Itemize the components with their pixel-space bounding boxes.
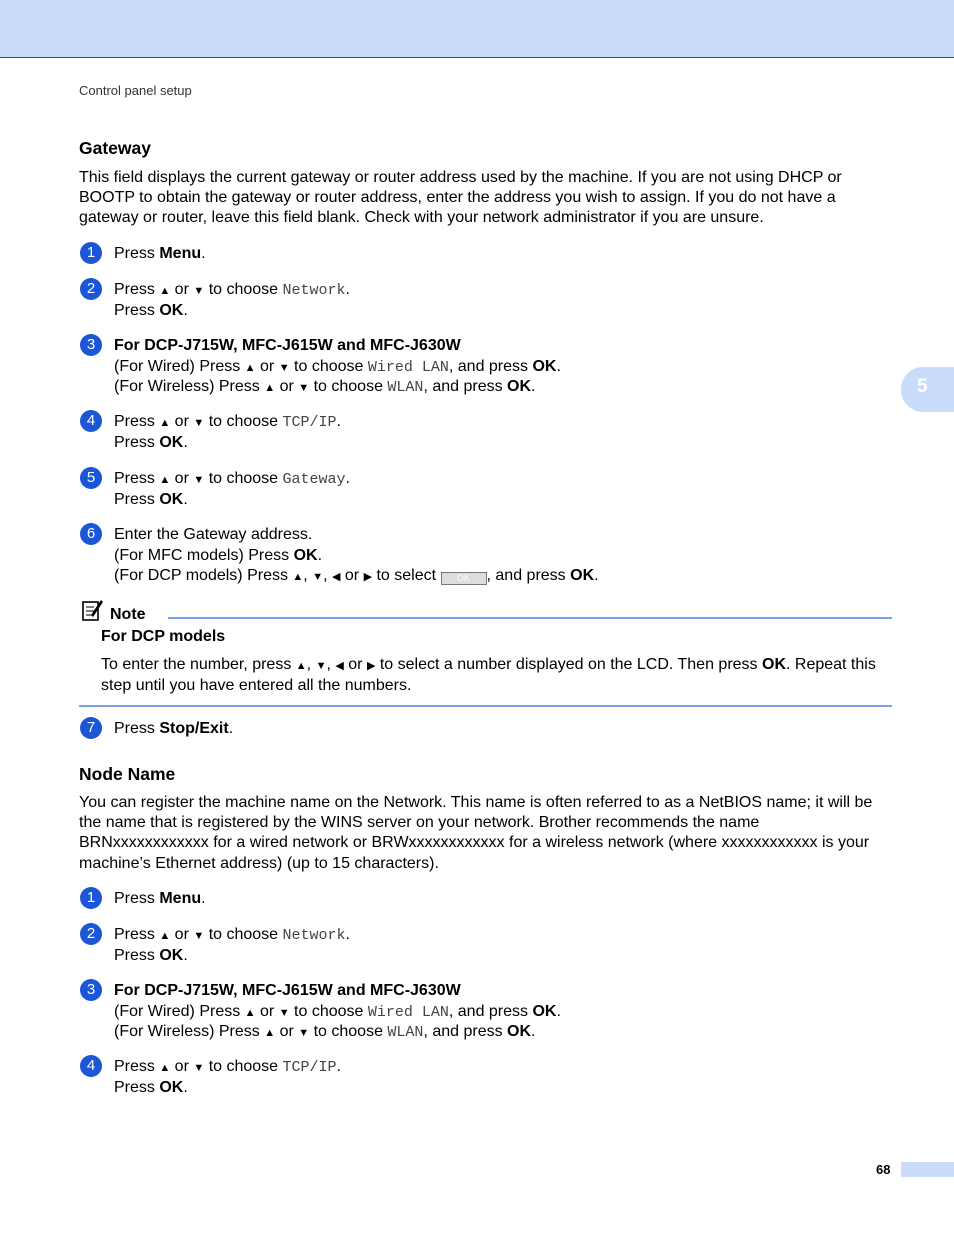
up-arrow-icon: ▲ [159, 930, 171, 942]
up-arrow-icon: ▲ [159, 474, 171, 486]
chapter-tab [901, 367, 954, 412]
step-number-badge: 1 [80, 887, 102, 909]
step-number-badge: 5 [80, 467, 102, 489]
down-arrow-icon: ▼ [193, 474, 205, 486]
step-number-badge: 4 [80, 410, 102, 432]
header-band [0, 0, 954, 58]
gateway-intro: This field displays the current gateway or router address used by the machine. If you are not using DHCP or BOOTP to obtain the gateway or router address, enter the address you wish to assign. If you do not have a gateway or router, leave this field blank. Check with your network administrator if you are unsure. [79, 169, 842, 227]
chapter-number: 5 [917, 376, 928, 397]
running-title: Control panel setup [79, 83, 192, 98]
note-body: To enter the number, press ▲, ▼, ◀ or ▶ to select a number displayed on the LCD. Then press OK. Repeat this step until you have entered all the numbers. [101, 656, 876, 695]
step-number-badge: 7 [80, 717, 102, 739]
down-arrow-icon: ▼ [315, 660, 327, 672]
section-heading-node-name: Node Name [79, 764, 176, 784]
step-number-badge: 2 [80, 278, 102, 300]
down-arrow-icon: ▼ [278, 1006, 290, 1019]
lcd-ok-button-icon: OK [441, 572, 487, 585]
node-intro: You can register the machine name on the Network. This name is often referred to as a NetBIOS name; it will be the name that is registered by the WINS server on your network. Brother recommends the name BRNxxxxxxxxxxxx for a wired network or BRWxxxxxxxxxxxx for a wireless network (where xxxxxxxxxxxx is your machine’s Ethernet address) (up to 15 characters). [79, 794, 873, 872]
down-arrow-icon: ▼ [298, 382, 310, 394]
step-number-badge: 2 [80, 923, 102, 945]
step-number-badge: 3 [80, 334, 102, 356]
down-arrow-icon: ▼ [193, 417, 205, 429]
down-arrow-icon: ▼ [193, 1062, 205, 1074]
footer-band [901, 1162, 954, 1177]
up-arrow-icon: ▲ [264, 382, 276, 394]
down-arrow-icon: ▼ [193, 285, 205, 297]
down-arrow-icon: ▼ [312, 571, 324, 583]
page-number: 68 [876, 1162, 891, 1177]
note-rule [168, 617, 892, 619]
step-number-badge: 4 [80, 1055, 102, 1077]
down-arrow-icon: ▼ [278, 361, 290, 374]
down-arrow-icon: ▼ [298, 1027, 310, 1039]
up-arrow-icon: ▲ [244, 1006, 256, 1019]
down-arrow-icon: ▼ [193, 930, 205, 942]
right-arrow-icon: ▶ [366, 660, 376, 672]
up-arrow-icon: ▲ [159, 417, 171, 429]
up-arrow-icon: ▲ [295, 660, 307, 672]
up-arrow-icon: ▲ [159, 285, 171, 297]
step-number-badge: 3 [80, 979, 102, 1001]
section-heading-gateway: Gateway [79, 138, 151, 158]
left-arrow-icon: ◀ [331, 571, 341, 583]
step-number-badge: 1 [80, 242, 102, 264]
note-pencil-icon [82, 598, 104, 622]
left-arrow-icon: ◀ [335, 660, 344, 672]
up-arrow-icon: ▲ [159, 1062, 171, 1074]
right-arrow-icon: ▶ [363, 571, 373, 583]
up-arrow-icon: ▲ [292, 571, 304, 583]
up-arrow-icon: ▲ [264, 1027, 276, 1039]
note-label: Note [110, 606, 146, 623]
note-box [79, 598, 892, 707]
up-arrow-icon: ▲ [244, 361, 256, 374]
step-number-badge: 6 [80, 523, 102, 545]
note-heading: For DCP models [101, 628, 226, 645]
